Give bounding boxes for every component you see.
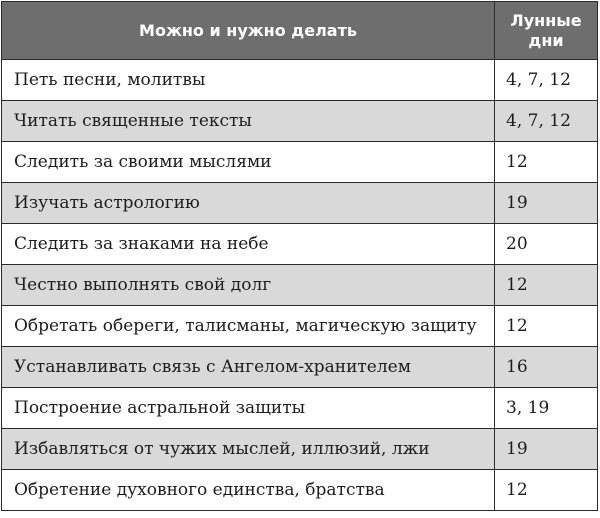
- activity-cell: Петь песни, молитвы: [2, 60, 495, 101]
- activity-cell: Читать священные тексты: [2, 101, 495, 142]
- activity-cell: Следить за своими мыслями: [2, 142, 495, 183]
- days-cell: 19: [495, 429, 598, 470]
- table-row: [2, 183, 598, 224]
- activity-cell: Обретение духовного единства, братства: [2, 470, 495, 511]
- lunar-days-table: [1, 1, 598, 511]
- days-cell: 12: [495, 470, 598, 511]
- days-cell: 12: [495, 306, 598, 347]
- days-cell: 12: [495, 265, 598, 306]
- activity-cell: Обретать обереги, талисманы, магическую защиту: [2, 306, 495, 347]
- days-cell: 16: [495, 347, 598, 388]
- table-row: [2, 60, 598, 101]
- days-cell: 19: [495, 183, 598, 224]
- table-row: [2, 101, 598, 142]
- table-row: [2, 470, 598, 511]
- days-cell: 3, 19: [495, 388, 598, 429]
- days-cell: 4, 7, 12: [495, 101, 598, 142]
- days-cell: 4, 7, 12: [495, 60, 598, 101]
- activity-cell: Избавляться от чужих мыслей, иллюзий, лжи: [2, 429, 495, 470]
- table-header-row: [2, 2, 598, 60]
- header-lunar-days: Лунные дни: [495, 2, 598, 60]
- activity-cell: Построение астральной защиты: [2, 388, 495, 429]
- activity-cell: Устанавливать связь с Ангелом-хранителем: [2, 347, 495, 388]
- table-row: [2, 224, 598, 265]
- table-row: [2, 142, 598, 183]
- header-activity: Можно и нужно делать: [2, 2, 495, 60]
- activity-cell: Изучать астрологию: [2, 183, 495, 224]
- table-row: [2, 347, 598, 388]
- table-row: [2, 429, 598, 470]
- table-row: [2, 265, 598, 306]
- days-cell: 20: [495, 224, 598, 265]
- table-row: [2, 388, 598, 429]
- activity-cell: Честно выполнять свой долг: [2, 265, 495, 306]
- activity-cell: Следить за знаками на небе: [2, 224, 495, 265]
- table-row: [2, 306, 598, 347]
- days-cell: 12: [495, 142, 598, 183]
